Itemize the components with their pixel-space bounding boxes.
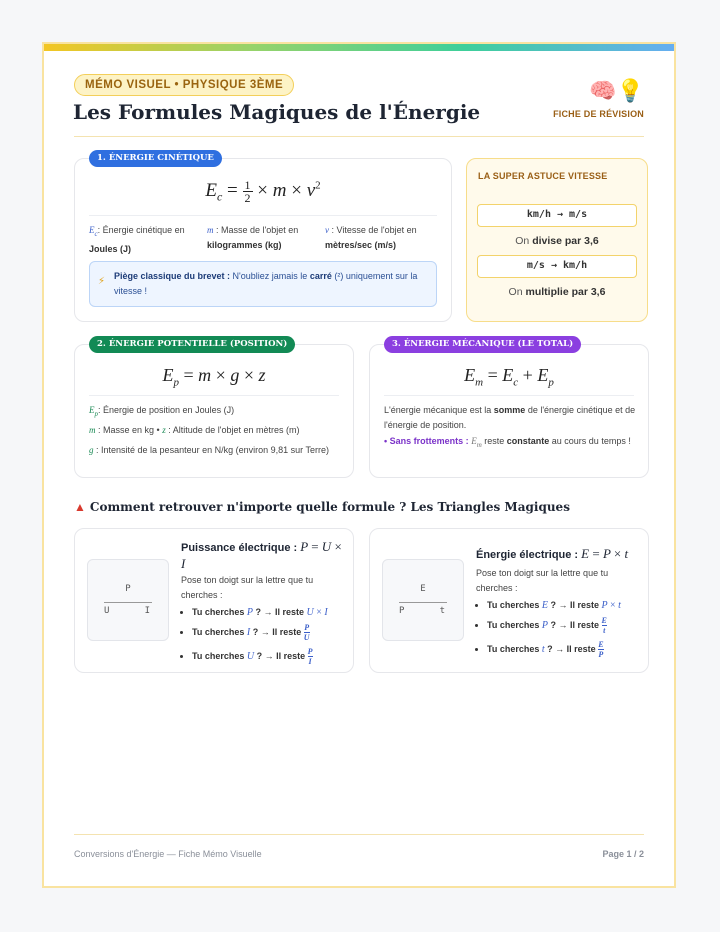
- energy-lead: Pose ton doigt sur la lettre que tu cherches :: [476, 568, 609, 593]
- brain-bulb-icon: 🧠💡: [589, 78, 644, 103]
- mechanical-sum-text: L'énergie mécanique est la somme de l'énergie cinétique et de l'énergie de position.: [384, 405, 636, 430]
- energy-triangle-card: [369, 528, 649, 673]
- footer-divider: [74, 834, 644, 835]
- ms-to-kmh-box: m/s → km/h: [477, 255, 637, 278]
- energy-list: [476, 600, 652, 664]
- multiply-text: On multiplie par 3,6: [508, 286, 606, 298]
- kinetic-badge: 1. ÉNERGIE CINÉTIQUE: [89, 150, 222, 167]
- list-item: • Tu cherches E ? → Il reste P × t: [487, 600, 652, 611]
- warning-icon: ▲: [74, 500, 86, 514]
- power-lead: Pose ton doigt sur la lettre que tu cherches :: [181, 575, 314, 600]
- tri-top-e: E: [420, 584, 426, 594]
- header-divider: [74, 136, 644, 137]
- fiche-label: FICHE DE RÉVISION: [553, 109, 644, 119]
- list-item: • Tu cherches P ? → Il reste $\frac{E}{t}$: [487, 616, 652, 635]
- tri-right-t: t: [439, 606, 445, 616]
- tri-top-p: P: [125, 584, 131, 594]
- speed-tip-title: LA SUPER ASTUCE VITESSE: [478, 171, 608, 181]
- mechanical-badge: 3. ÉNERGIE MÉCANIQUE (LE TOTAL): [384, 336, 581, 353]
- tri-right-i: I: [144, 606, 150, 616]
- brevet-tip: [89, 261, 437, 307]
- list-item: • Tu cherches P ? → Il reste U × I: [192, 607, 357, 618]
- potential-formula: $E_p = m \times g \times z$: [162, 365, 266, 389]
- speed-tip-card: [466, 158, 648, 322]
- list-item: • Tu cherches I ? → Il reste $\frac{P}{U}$: [192, 623, 357, 642]
- kinetic-formula: $E_c$ = $\frac{1}{2}$ × $m \times v^2$: [205, 178, 321, 205]
- potential-def-mz: m : Masse en kg • z : Altitude de l'objet en mètres (m): [89, 425, 300, 435]
- potential-def-ep: $E_p$: Énergie de position en Joules (J): [89, 405, 235, 418]
- potential-energy-card: [74, 339, 354, 478]
- lightning-icon: ⚡: [98, 276, 106, 287]
- list-item: • Tu cherches t ? → Il reste $\frac{E}{P}$: [487, 640, 652, 659]
- divide-text: On divise par 3,6: [515, 235, 599, 247]
- memo-page: [42, 42, 676, 888]
- subject-badge: MÉMO VISUEL • PHYSIQUE 3ÈME: [74, 74, 294, 96]
- kinetic-def-m: m : Masse de l'objet en kilogrammes (kg): [207, 225, 299, 250]
- list-item: • Tu cherches U ? → Il reste $\frac{P}{I}$: [192, 647, 357, 666]
- rainbow-bar: [44, 44, 674, 51]
- kinetic-divider: [89, 215, 437, 216]
- mechanical-constant-text: • Sans frottements : $E_m$ reste constante au cours du temps !: [384, 436, 631, 449]
- kinetic-def-ec: $E_c$: Énergie cinétique en Joules (J): [89, 225, 185, 254]
- potential-def-g: g : Intensité de la pesanteur en N/kg (environ 9,81 sur Terre): [89, 445, 329, 455]
- mechanical-divider: [384, 395, 634, 396]
- mechanical-energy-card: [369, 339, 649, 478]
- power-triangle-card: [74, 528, 354, 673]
- potential-divider: [89, 395, 339, 396]
- kinetic-energy-card: [74, 153, 452, 322]
- energy-title: Énergie électrique : E = P × t: [476, 546, 629, 561]
- power-title: Puissance électrique : P = U × I: [181, 539, 342, 571]
- tri-left-p: P: [399, 606, 405, 616]
- page-title: Les Formules Magiques de l'Énergie: [73, 100, 481, 124]
- kinetic-def-v: v : Vitesse de l'objet en mètres/sec (m/s): [325, 225, 417, 250]
- power-list: [181, 607, 357, 671]
- mechanical-formula: $E_m = E_c + E_p$: [464, 365, 554, 389]
- page-number: Page 1 / 2: [602, 849, 644, 859]
- kmh-to-ms-box: km/h → m/s: [477, 204, 637, 227]
- footer-left: Conversions d'Énergie — Fiche Mémo Visuelle: [74, 849, 262, 859]
- triangles-heading: ▲ Comment retrouver n'importe quelle formule ? Les Triangles Magiques: [74, 500, 570, 514]
- tri-left-u: U: [104, 606, 110, 616]
- tip-text: Piège classique du brevet : N'oubliez jamais le carré (²) uniquement sur la vitesse !: [114, 271, 418, 296]
- energy-triangle: [382, 559, 464, 641]
- power-triangle: [87, 559, 169, 641]
- potential-badge: 2. ÉNERGIE POTENTIELLE (POSITION): [89, 336, 295, 353]
